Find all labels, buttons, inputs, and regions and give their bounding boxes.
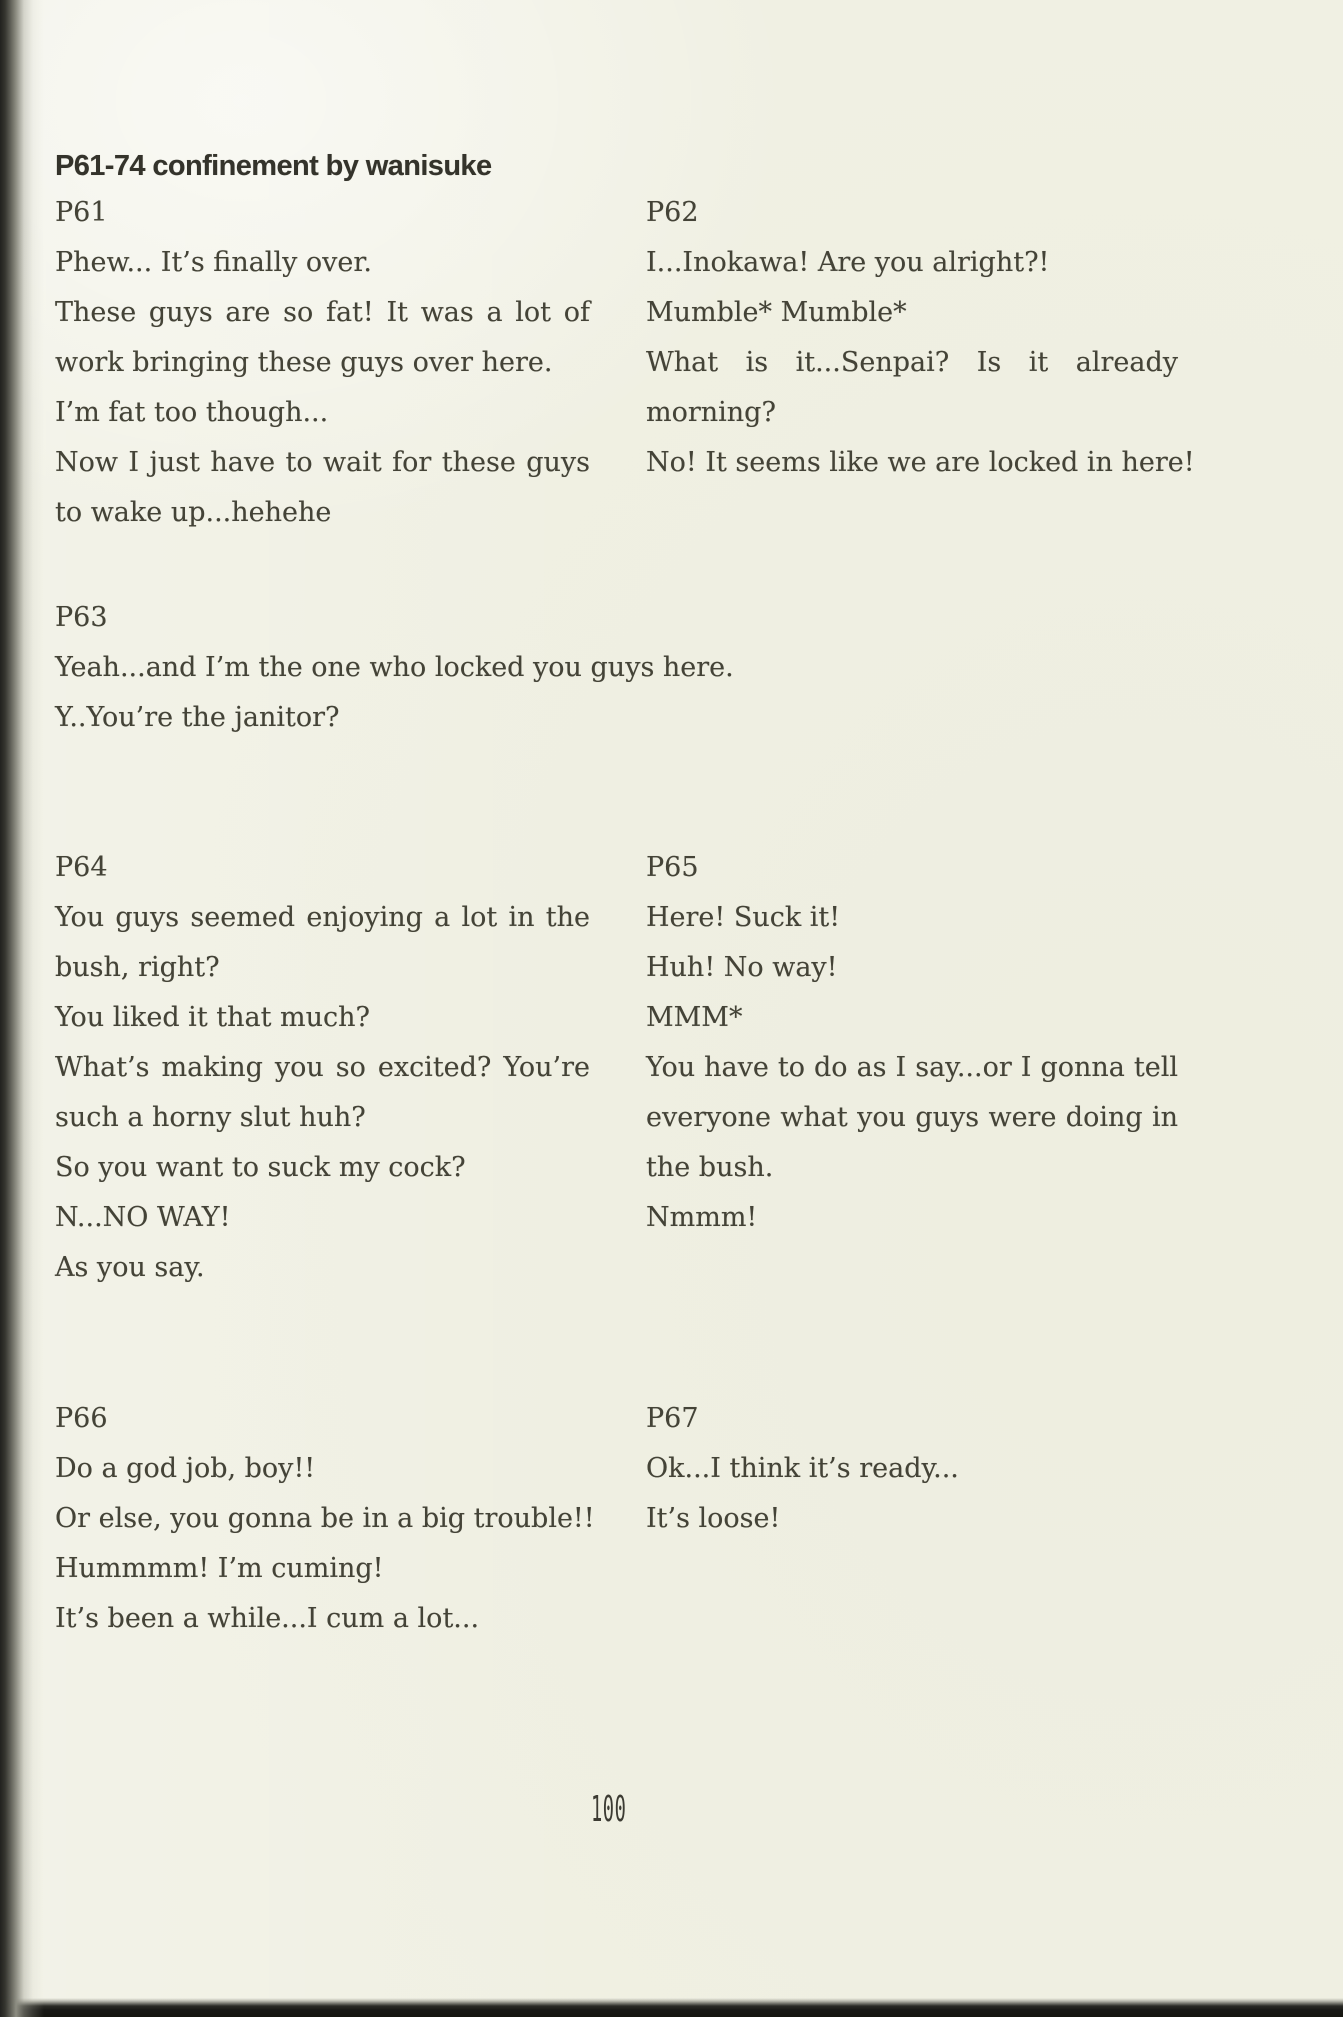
page-bottom-edge bbox=[0, 1998, 1343, 2017]
script-line: You guys seemed enjoying a lot in the bbox=[55, 902, 590, 933]
script-line: As you say. bbox=[55, 1252, 205, 1283]
script-line: Mumble* Mumble* bbox=[646, 297, 907, 328]
panel-label: P63 bbox=[55, 602, 108, 633]
script-line: the bush. bbox=[646, 1152, 774, 1183]
script-line: Here! Suck it! bbox=[646, 902, 841, 933]
script-line: What is it...Senpai? Is it already bbox=[646, 347, 1178, 378]
script-line: such a horny slut huh? bbox=[55, 1102, 366, 1133]
panel-label: P64 bbox=[55, 852, 108, 883]
section-p66 bbox=[55, 1394, 615, 1644]
script-line: Yeah...and I’m the one who locked you guys here. bbox=[55, 652, 734, 683]
script-line: morning? bbox=[646, 397, 776, 428]
script-line: I...Inokawa! Are you alright?! bbox=[646, 247, 1050, 278]
script-line: No! It seems like we are locked in here! bbox=[646, 447, 1195, 478]
script-line: Hummmm! I’m cuming! bbox=[55, 1553, 384, 1584]
script-line: These guys are so fat! It was a lot of bbox=[55, 297, 590, 328]
script-line: MMM* bbox=[646, 1002, 743, 1033]
script-line: Huh! No way! bbox=[646, 952, 838, 983]
script-line: Now I just have to wait for these guys bbox=[55, 447, 590, 478]
script-line: Nmmm! bbox=[646, 1202, 758, 1233]
panel-label: P66 bbox=[55, 1403, 108, 1434]
book-spine-shadow bbox=[0, 0, 44, 2017]
script-line: It’s loose! bbox=[646, 1503, 781, 1534]
panel-label: P62 bbox=[646, 197, 699, 228]
page-number: 100 bbox=[591, 1789, 627, 1830]
section-p64 bbox=[55, 843, 590, 1293]
section-p61 bbox=[55, 188, 590, 538]
script-line: to wake up...hehehe bbox=[55, 497, 332, 528]
panel-label: P61 bbox=[55, 197, 108, 228]
panel-label: P65 bbox=[646, 852, 699, 883]
script-line: You have to do as I say...or I gonna tell bbox=[646, 1052, 1178, 1083]
script-line: Do a god job, boy!! bbox=[55, 1453, 316, 1484]
script-line: What’s making you so excited? You’re bbox=[55, 1052, 590, 1083]
script-line: It’s been a while...I cum a lot... bbox=[55, 1603, 480, 1634]
script-line: bush, right? bbox=[55, 952, 220, 983]
script-line: Or else, you gonna be in a big trouble!! bbox=[55, 1503, 595, 1534]
script-line: work bringing these guys over here. bbox=[55, 347, 553, 378]
script-line: Ok...I think it’s ready... bbox=[646, 1453, 959, 1484]
section-p62 bbox=[646, 188, 1195, 488]
script-line: So you want to suck my cock? bbox=[55, 1152, 466, 1183]
script-line: Phew... It’s finally over. bbox=[55, 247, 372, 278]
section-p63 bbox=[55, 593, 825, 743]
section-p67 bbox=[646, 1394, 1178, 1544]
script-line: You liked it that much? bbox=[55, 1002, 370, 1033]
section-p65 bbox=[646, 843, 1178, 1243]
script-line: Y..You’re the janitor? bbox=[55, 702, 340, 733]
script-line: N...NO WAY! bbox=[55, 1202, 231, 1233]
page-title: P61-74 confinement by wanisuke bbox=[55, 150, 492, 182]
script-line: everyone what you guys were doing in bbox=[646, 1102, 1178, 1133]
panel-label: P67 bbox=[646, 1403, 699, 1434]
script-line: I’m fat too though... bbox=[55, 397, 329, 428]
